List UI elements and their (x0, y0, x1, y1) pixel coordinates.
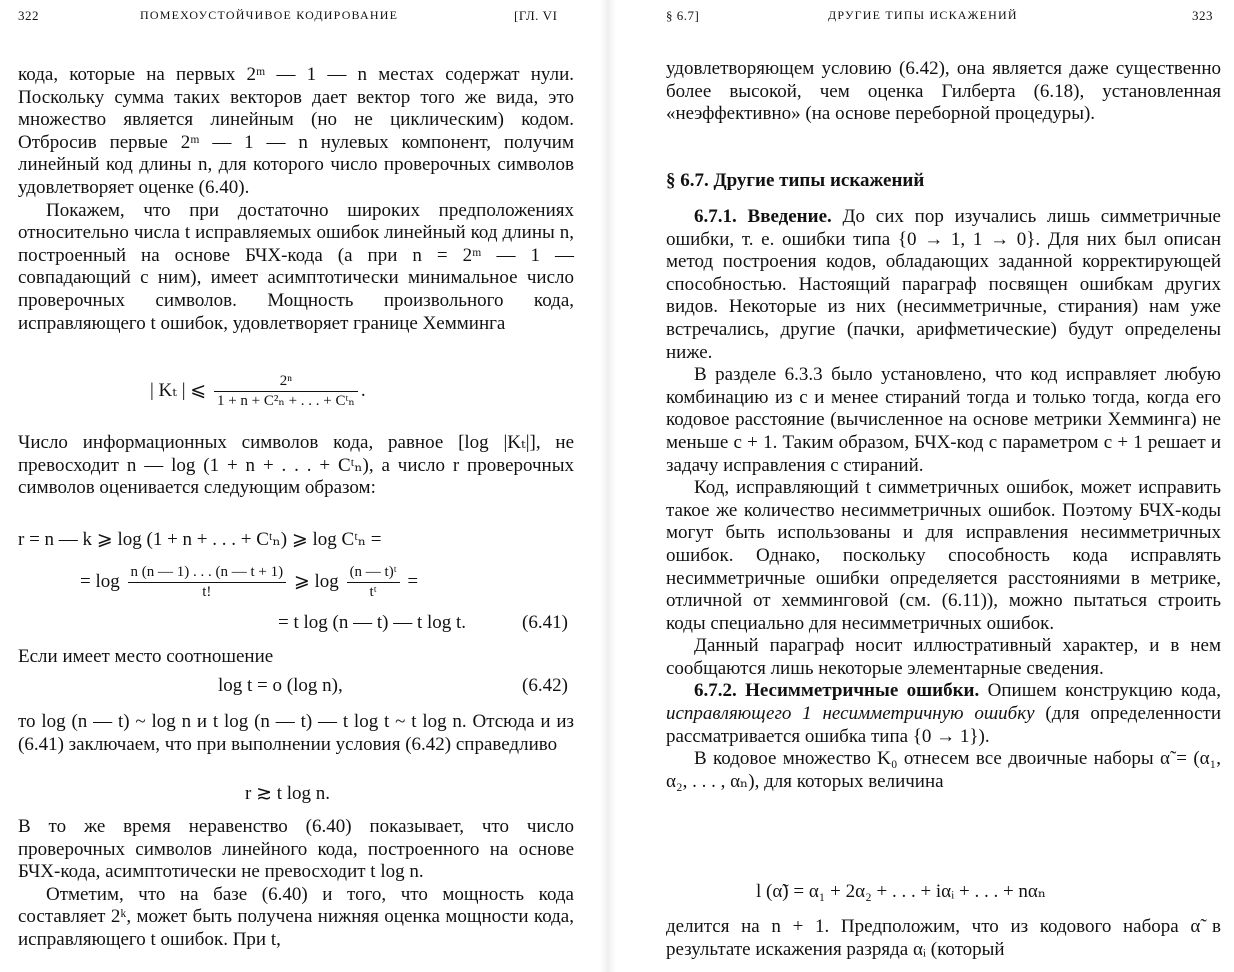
fraction-numerator: n (n — 1) . . . (n — t + 1) (130, 564, 284, 580)
paragraph-text: В то же время неравенство (6.40) показывает, что число проверочных символов линейного кода, построенного на основе БЧХ-кода, асимптотически не превосходит t log n. (18, 816, 574, 883)
fraction-denominator: t! (128, 582, 287, 602)
paragraph (18, 711, 574, 756)
fraction (347, 563, 400, 602)
paragraph-text: Если имеет место соотношение (18, 646, 274, 667)
paragraph (18, 432, 574, 500)
formula-line: log t = o (log n), (218, 675, 343, 696)
paragraph-text: кода, которые на первых 2ᵐ — 1 — n местах содержат нули. Поскольку сумма таких векторов дает вектор того же вида, это множество является линейным (но не циклическим) кодом. Отбросив первые 2ᵐ — 1 — n нулевых компонент, получим линейный код длины n, для которого число проверочных символов удовлетворяет оценке (6.40). (18, 64, 574, 198)
formula-part: ⩾ log (293, 570, 339, 592)
paragraph-text: то log (n — t) ~ log n и t log (n — t) — t log t ~ t log n. Отсюда и из (6.41) заключаем, что при выполнении условия (6.42) справедливо (18, 711, 574, 755)
paragraph-text (666, 206, 1221, 364)
paragraph (18, 646, 574, 669)
paragraph (666, 916, 1221, 961)
paragraph (18, 816, 574, 952)
section-label: § 6.7] (666, 8, 700, 23)
equation-number: (6.41) (522, 612, 568, 633)
section-heading: § 6.7. Другие типы искажений (666, 170, 925, 191)
formula-end: . (360, 379, 366, 401)
paragraph-text: Код, исправляющий t симметричных ошибок, может исправить такое же количество несимметричных ошибок. Поэтому БЧХ-коды могут быть использованы и для исправления несимметричных ошибок. Однако, поскольку способность кода исправлять несимметричные ошибки определяется расстояниями в метрике, отличной от хемминговой (см. (6.11)), можно пытаться строить коды специально для несимметричных ошибок. (666, 477, 1221, 634)
paragraph-text: делится на n + 1. Предположим, что из кодового набора α̃ в результате искажения разряда αᵢ (который (666, 916, 1221, 960)
hamming-bound-formula (150, 372, 366, 411)
running-title: ПОМЕХОУСТОЙЧИВОЕ КОДИРОВАНИЕ (140, 8, 399, 22)
chapter-label: [ГЛ. VI (514, 8, 558, 23)
running-title: ДРУГИЕ ТИПЫ ИСКАЖЕНИЙ (828, 8, 1018, 22)
fraction (128, 563, 287, 602)
subsection-text: (для определенности рассматривается ошибка типа {0 → 1}). (666, 703, 1222, 747)
formula-line: r = n — k ⩾ log (1 + n + . . . + Cᵗₙ) ⩾ log Cᵗₙ = (18, 529, 382, 550)
book-gutter (600, 0, 616, 972)
page-number: 322 (18, 8, 39, 23)
fraction-numerator: (n — t)ᵗ (349, 564, 397, 580)
formula-line: r ≳ t log n. (245, 783, 331, 804)
paragraph-text: Отметим, что на базе (6.40) и того, что мощность кода составляет 2ᵏ, может быть получена нижняя оценка мощности кода, исправляющего t ошибок. При t, (18, 883, 574, 950)
formula-line: l (α̃) = α₁ + 2α₂ + . . . + iαᵢ + . . . + nαₙ (756, 881, 1047, 902)
paragraph-text: В разделе 6.3.3 было установлено, что код исправляет любую комбинацию из c и менее стираний тогда и только тогда, когда его кодовое расстояние (вычисленное на основе метрики Хемминга) не меньше c + 1. Таким образом, БЧХ-код с параметром c + 1 решает и задачу исправления c стираний. (666, 364, 1221, 476)
formula-line: = t log (n — t) — t log t. (278, 612, 467, 633)
fraction-denominator: tᵗ (347, 582, 400, 602)
subsection-text: Опишем конструкцию кода, (987, 680, 1221, 702)
equation-number: (6.42) (522, 675, 568, 696)
page-number: 323 (1192, 8, 1213, 23)
subsection-text: До сих пор изучались лишь симметричные ошибки, т. е. ошибки типа {0 → 1, 1 → 0}. Для них был описан метод построения кодов, обладающих заданной корректирующей способностью. Настоящий параграф посвящен ошибкам других видов. Некоторые из них (несимметричные, стирания) нам уже встречались, другие (пачки, арифметические) будут определены ниже. (666, 206, 1221, 363)
formula-lhs: | Kₜ | ⩽ (150, 379, 207, 401)
paragraph (18, 64, 574, 335)
right-page (616, 0, 1234, 972)
paragraph-text: Покажем, что при достаточно широких предположениях относительно числа t исправляемых ошибок линейный код длины n, построенный на основе БЧХ-кода (а при n = 2ᵐ — 1 — совпадающий с ним), имеет асимптотически минимальное число проверочных символов. Мощность произвольного кода, исправляющего t ошибок, удовлетворяет границе Хемминга (18, 199, 574, 334)
paragraph-text: удовлетворяющем условию (6.42), она является даже существенно более высокой, чем оценка Гилберта (6.18), установленная «неэффективно» (на основе переборной процедуры). (666, 58, 1221, 125)
paragraph-text: Данный параграф носит иллюстративный характер, и в нем сообщаются лишь некоторые элементарные сведения. (666, 635, 1221, 679)
paragraph (666, 58, 1221, 126)
paragraph-text: В кодовое множество K₀ отнесем все двоичные наборы α̃ = (α₁, α₂, . . . , αₙ), для которых величина (666, 748, 1221, 792)
paragraph (666, 206, 1221, 793)
formula-line (80, 563, 418, 602)
left-page (0, 0, 600, 972)
paragraph-text: Число информационных символов кода, равное [log |Kₜ|], не превосходит n — log (1 + n + . . . + Cᵗₙ), а число r проверочных символов оценивается следующим образом: (18, 432, 574, 499)
formula-part: = log (80, 570, 120, 592)
fraction (214, 372, 358, 411)
formula-part: = (407, 570, 419, 592)
fraction-denominator: 1 + n + C²ₙ + . . . + Cᵗₙ (214, 391, 358, 411)
subsection-heading: 6.7.1. Введение. (694, 206, 832, 227)
fraction-numerator: 2ⁿ (279, 373, 293, 389)
subsection-heading: 6.7.2. Несимметричные ошибки. (694, 680, 980, 702)
paragraph-text (666, 680, 1221, 748)
subsection-emphasis: исправляющего 1 несимметричную ошибку (666, 703, 1035, 725)
